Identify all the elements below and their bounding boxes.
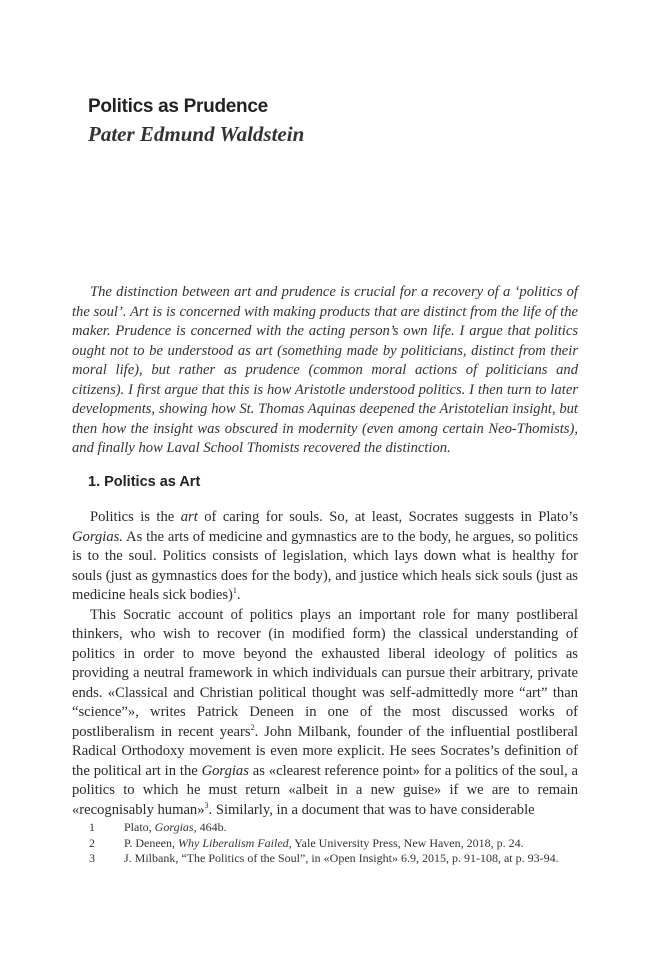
- section-heading: 1. Politics as Art: [88, 474, 201, 490]
- footnote-text: P. Deneen,: [124, 835, 178, 850]
- footnote-text: Yale University Press, New Haven, 2018, p. 24.: [291, 835, 524, 850]
- footnote-2: [72, 836, 578, 852]
- footnote-text: J. Milbank, “The Politics of the Soul”, in «Open Insight» 6.9, 2015, p. 91-108, at p. 93-94.: [124, 851, 559, 865]
- abstract: The distinction between art and prudence is crucial for a recovery of a ‘politics of the soul’. Art is is concerned with making products that are distinct from the life of the maker. Prudence is concerned with the acting person’s own life. I argue that politics ought not to be understood as art (something made by politicians, distinct from their moral life), but rather as prudence (common moral actions of politicians and citizens). I first argue that this is how Aristotle understood politics. I then turn to later developments, showing how St. Thomas Aquinas deepened the Aristotelian insight, but then how the insight was obscured in modernity (even among certain Neo-Thomists), and finally how Laval School Thomists recovered the distinction.: [72, 284, 578, 456]
- p1-text-f: .: [236, 587, 241, 603]
- footnote-number: 1: [89, 820, 95, 834]
- p1-emphasis-art: art: [180, 509, 198, 525]
- p1-emphasis-gorgias: Gorgias.: [72, 528, 123, 545]
- p2-text-e: . Similarly, in a document that was to have considerable: [208, 801, 535, 818]
- footnote-emphasis: Why Liberalism Failed,: [178, 835, 292, 850]
- p1-text-c: of caring for souls. So, at least, Socrates suggests in Plato’s: [197, 509, 578, 525]
- p2-text-b: . John Milbank, founder of the influential postliberal Radical Orthodoxy movement is even more explicit. He sees Socrates’s definition of the political art in the: [72, 723, 579, 779]
- footnote-emphasis: Gorgias,: [154, 820, 197, 834]
- p2-emphasis-gorgias: Gorgias: [201, 762, 249, 779]
- body-text: [72, 508, 578, 820]
- footnote-text: 464b.: [196, 820, 227, 834]
- footnote-ref-2: 2: [250, 722, 255, 732]
- paragraph-1: [72, 508, 578, 606]
- footnote-text: Plato,: [124, 820, 155, 834]
- p2-text-a: This Socratic account of politics plays an important role for many postliberal thinkers, who wish to recover (in modified form) the classical understanding of politics in order to move beyond the exhausted liberal ideology of politics as providing a neutral framework in which individuals can pursue their arbitrary, private ends. «Classical and Christian political thought was self-admittedly more “art” than “science”», writes Patrick Deneen in one of the most discussed works of postliberalism in recent years: [72, 606, 578, 740]
- article-title: Politics as Prudence: [88, 96, 268, 117]
- footnote-ref-1: 1: [232, 586, 237, 596]
- footnote-1: [72, 820, 578, 836]
- footnote-ref-3: 3: [204, 800, 209, 810]
- footnote-3: [72, 851, 578, 867]
- article-author: Pater Edmund Waldstein: [88, 122, 305, 146]
- p1-text-e: As the arts of medicine and gymnastics are to the body, he argues, so politics is to the soul. Politics consists of legislation, which lays down what is healthy for souls (just as gymnastics does for the body), and justice which heals sick souls (just as medicine heals sick bodies): [72, 528, 578, 603]
- footnotes: [72, 820, 578, 867]
- p1-text-a: Politics is the: [90, 509, 181, 525]
- paragraph-2: [72, 606, 578, 821]
- p2-text-d: as «clearest reference point» for a politics of the soul, a politics to which he must return «albeit in a new guise» if we are to remain «recognisably human»: [72, 762, 578, 818]
- footnote-number: 2: [89, 835, 95, 850]
- footnote-number: 3: [89, 851, 95, 865]
